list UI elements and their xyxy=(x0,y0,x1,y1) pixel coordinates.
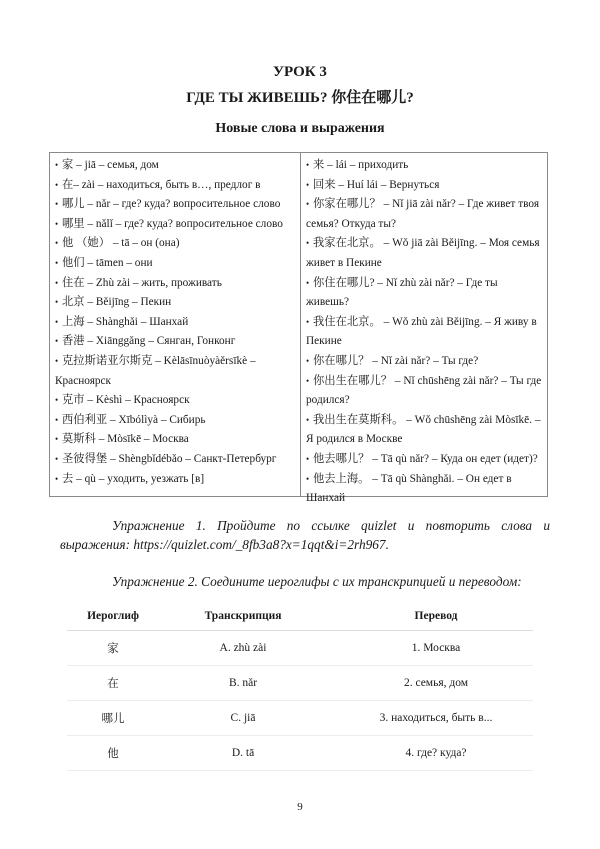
vocabulary-text: 在– zài – находиться, быть в…, предлог в xyxy=(62,178,261,191)
bullet-icon: • xyxy=(55,395,59,406)
vocabulary-text: 我家在北京。 – Wǒ jiā zài Běijīng. – Моя семья живет в Пекине xyxy=(305,237,540,269)
lesson-label: УРОК 3 xyxy=(273,64,327,80)
bullet-icon: • xyxy=(55,355,59,366)
vocabulary-text: 圣彼得堡 – Shèngbǐdébǎo – Санкт-Петербург xyxy=(62,452,277,465)
vocabulary-text: 他去哪儿？ – Tā qù nǎr? – Куда он едет (идет)? xyxy=(312,452,538,465)
vocabulary-text: 克市 – Kèshì – Красноярск xyxy=(62,394,190,407)
bullet-icon: • xyxy=(55,199,59,210)
translation-cell: 2. семья, дом xyxy=(403,677,469,689)
bullet-icon: • xyxy=(305,375,310,386)
exercise-1-text: Упражнение 1. Пройдите по ссылке quizlet и повторить слова и выражения: https://quizlet.com/_8fb3a8?x=1qqt&i=2rh967. xyxy=(60,518,550,552)
vocabulary-item xyxy=(55,352,296,391)
vocabulary-item xyxy=(55,450,296,470)
bullet-icon: • xyxy=(305,453,310,464)
vocabulary-item xyxy=(306,234,543,273)
vocabulary-text: 你家在哪儿？ – Nǐ jiā zài nǎr? – Где живет твоя семья? Откуда ты? xyxy=(305,198,540,230)
column-header-translation: Перевод xyxy=(414,609,458,622)
bullet-icon: • xyxy=(55,316,59,327)
vocabulary-item xyxy=(306,470,543,509)
vocabulary-text: 克拉斯诺亚尔斯克 – Kèlāsīnuòyàěrsīkè – Красноярск xyxy=(55,354,256,387)
transcription-cell: C. jiā xyxy=(230,712,256,724)
table-row xyxy=(67,736,533,771)
vocabulary-item xyxy=(55,470,296,490)
bullet-icon: • xyxy=(305,179,310,190)
vocabulary-text: 你出生在哪儿？ – Nǐ chūshēng zài nǎr? – Ты где родился? xyxy=(305,374,542,407)
bullet-icon: • xyxy=(55,160,59,170)
bullet-icon: • xyxy=(55,414,59,425)
vocabulary-text: 家 – jiā – семья, дом xyxy=(62,159,159,171)
vocabulary-item xyxy=(306,195,543,234)
transcription-cell: D. tā xyxy=(231,747,255,759)
vocabulary-text: 香港 – Xiānggǎng – Сянган, Гонконг xyxy=(62,335,236,348)
vocabulary-text: 你住在哪儿? – Nǐ zhù zài nǎr? – Где ты живешь? xyxy=(305,276,498,309)
vocabulary-item xyxy=(306,313,543,352)
vocabulary-text: 北京 – Běijīng – Пекин xyxy=(62,296,172,309)
vocabulary-item xyxy=(306,352,543,372)
lesson-title: ГДЕ ТЫ ЖИВЕШЬ? 你住在哪儿? xyxy=(186,90,414,106)
vocabulary-item xyxy=(55,234,296,254)
vocabulary-text: 西伯利亚 – Xībólìyà – Сибирь xyxy=(62,413,206,426)
vocabulary-text: 哪里 – nǎlǐ – где? куда? вопросительное слово xyxy=(62,217,283,230)
hieroglyph-cell: 家 xyxy=(107,643,119,655)
vocabulary-text: 我出生在莫斯科。 – Wǒ chūshēng zài Mòsīkē. – Я родился в Москве xyxy=(305,413,541,446)
bullet-icon: • xyxy=(55,257,59,268)
bullet-icon: • xyxy=(55,277,59,288)
transcription-cell: B. nǎr xyxy=(228,677,258,689)
matching-table-header xyxy=(67,601,533,631)
vocabulary-text: 上海 – Shànghǎi – Шанхай xyxy=(62,315,189,328)
translation-cell: 3. находиться, быть в... xyxy=(379,712,493,724)
section-heading: Новые слова и выражения xyxy=(215,121,385,136)
vocabulary-item xyxy=(55,195,296,215)
vocabulary-item xyxy=(306,372,543,411)
bullet-icon: • xyxy=(55,434,59,445)
vocabulary-item xyxy=(55,156,296,176)
exercise-2-text: Упражнение 2. Соедините иероглифы с их транскрипцией и переводом: xyxy=(112,574,522,589)
bullet-icon: • xyxy=(55,179,59,190)
vocabulary-item xyxy=(55,313,296,333)
vocabulary-text: 他们 – tāmen – они xyxy=(62,256,153,269)
bullet-icon: • xyxy=(305,277,310,288)
vocabulary-item xyxy=(306,176,543,196)
vocabulary-item xyxy=(55,274,296,294)
column-header-hieroglyph: Иероглиф xyxy=(87,609,139,622)
page-number: 9 xyxy=(297,801,303,813)
hieroglyph-cell: 哪儿 xyxy=(101,713,125,725)
bullet-icon: • xyxy=(305,199,310,210)
vocabulary-table xyxy=(49,152,548,505)
vocabulary-text: 住在 – Zhù zài – жить, проживать xyxy=(62,276,222,289)
vocabulary-item xyxy=(55,293,296,313)
hieroglyph-cell: 在 xyxy=(107,678,119,690)
vocabulary-item xyxy=(55,391,296,411)
bullet-icon: • xyxy=(305,238,310,249)
vocabulary-text: 去 – qù – уходить, уезжать [в] xyxy=(62,472,205,485)
vocabulary-text: 他 （她） – tā – он (она) xyxy=(62,237,180,250)
vocabulary-text: 回来 – Huí lái – Вернуться xyxy=(312,178,440,191)
column-header-transcription: Транскрипция xyxy=(204,609,282,622)
bullet-icon: • xyxy=(55,218,59,229)
vocabulary-item xyxy=(306,156,543,176)
bullet-icon: • xyxy=(305,355,310,366)
vocabulary-text: 来 – lái – приходить xyxy=(312,159,409,171)
bullet-icon: • xyxy=(305,316,310,327)
bullet-icon: • xyxy=(55,336,59,347)
vocabulary-item xyxy=(306,450,543,470)
transcription-cell: A. zhù zài xyxy=(219,642,267,654)
bullet-icon: • xyxy=(55,297,59,308)
table-row xyxy=(67,666,533,701)
table-row xyxy=(67,631,533,666)
vocabulary-item xyxy=(55,215,296,235)
vocabulary-column-left xyxy=(50,153,301,496)
bullet-icon: • xyxy=(55,473,59,484)
vocabulary-item xyxy=(55,332,296,352)
vocabulary-item xyxy=(55,176,296,196)
vocabulary-text: 他去上海。 – Tā qù Shànghǎi. – Он едет в Шанхай xyxy=(305,472,512,505)
translation-cell: 4. где? куда? xyxy=(405,747,467,759)
vocabulary-item xyxy=(55,254,296,274)
vocabulary-text: 我住在北京。 – Wǒ zhù zài Běijīng. – Я живу в Пекине xyxy=(305,315,537,348)
vocabulary-text: 你在哪儿？ – Nǐ zài nǎr? – Ты где? xyxy=(312,354,479,367)
vocabulary-item xyxy=(306,274,543,313)
vocabulary-column-right xyxy=(301,153,547,505)
vocabulary-item xyxy=(55,430,296,450)
bullet-icon: • xyxy=(55,238,59,249)
vocabulary-item xyxy=(55,411,296,431)
table-row xyxy=(67,701,533,736)
bullet-icon: • xyxy=(55,453,59,464)
bullet-icon: • xyxy=(305,414,310,425)
vocabulary-text: 哪儿 – nǎr – где? куда? вопросительное слово xyxy=(62,198,281,211)
bullet-icon: • xyxy=(305,473,310,484)
vocabulary-item xyxy=(306,411,543,450)
hieroglyph-cell: 他 xyxy=(107,748,119,760)
matching-table xyxy=(67,601,533,771)
translation-cell: 1. Москва xyxy=(411,642,461,654)
bullet-icon: • xyxy=(305,160,310,170)
vocabulary-text: 莫斯科 – Mòsīkē – Москва xyxy=(62,433,189,446)
